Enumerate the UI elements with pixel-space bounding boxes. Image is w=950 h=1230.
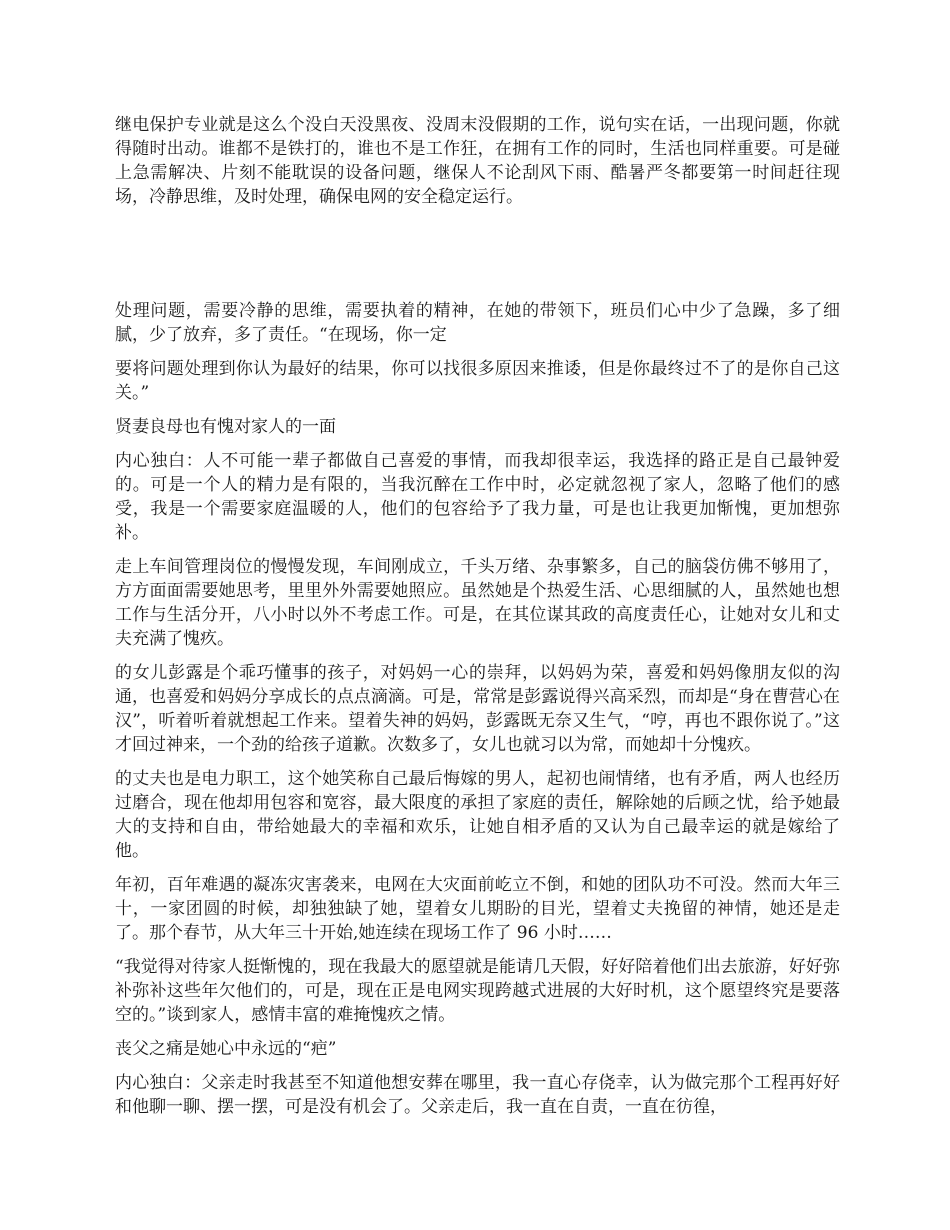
paragraph-monologue-father: 内心独白：父亲走时我甚至不知道他想安葬在哪里，我一直心存侥幸，认为做完那个工程再好好和他聊一聊、摆一摆，可是没有机会了。父亲走后，我一直在自责，一直在彷徨， (115, 1073, 840, 1117)
paragraph-intro: 继电保护专业就是这么个没白天没黑夜、没周末没假期的工作，说句实在话，一出现问题，你就得随时出动。谁都不是铁打的，谁也不是工作狂，在拥有工作的同时，生活也同样重要。可是碰上急需解决、片刻不能耽误的设备问题，继保人不论刮风下雨、酷暑严冬都要第一时间赶往现场，冷静思维，及时处理，确保电网的安全稳定运行。 (115, 115, 840, 207)
paragraph-ice-disaster: 年初，百年难遇的凝冻灾害袭来，电网在大灾面前屹立不倒，和她的团队功不可没。然而大年三十，一家团圆的时候，却独独缺了她，望着女儿期盼的目光，望着丈夫挽留的神情，她还是走了。那个春节，从大年三十开始,她连续在现场工作了 96 小时…… (115, 875, 840, 943)
paragraph-husband: 的丈夫也是电力职工，这个她笑称自己最后悔嫁的男人，起初也闹情绪，也有矛盾，两人也经历过磨合，现在他却用包容和宽容，最大限度的承担了家庭的责任，解除她的后顾之忧，给予她最大的支持和自由，带给她最大的幸福和欢乐，让她自相矛盾的又认为自己最幸运的就是嫁给了他。 (115, 769, 840, 861)
paragraph-quote-continued: 要将问题处理到你认为最好的结果，你可以找很多原因来推诿，但是你最终过不了的是你自己这关。” (115, 359, 840, 403)
paragraph-wish-quote: “我觉得对待家人挺惭愧的，现在我最大的愿望就是能请几天假，好好陪着他们出去旅游，好好弥补弥补这些年欠他们的，可是，现在正是电网实现跨越式进展的大好时机，这个愿望终究是要落空的。”谈到家人，感情丰富的难掩愧疚之情。 (115, 957, 840, 1025)
paragraph-monologue-family: 内心独白：人不可能一辈子都做自己喜爱的事情，而我却很幸运，我选择的路正是自己最钟爱的。可是一个人的精力是有限的，当我沉醉在工作中时，必定就忽视了家人，忽略了他们的感受，我是一个需要家庭温暖的人，他们的包容给予了我力量，可是也让我更加惭愧，更加想弥补。 (115, 451, 840, 543)
paragraph-workshop-management: 走上车间管理岗位的慢慢发现，车间刚成立，千头万绪、杂事繁多，自己的脑袋仿佛不够用了，方方面面需要她思考，里里外外需要她照应。虽然她是个热爱生活、心思细腻的人，虽然她也想工作与生活分开，八小时以外不考虑工作。可是，在其位谋其政的高度责任心，让她对女儿和丈夫充满了愧疚。 (115, 557, 840, 649)
paragraph-daughter: 的女儿彭露是个乖巧懂事的孩子，对妈妈一心的崇拜，以妈妈为荣，喜爱和妈妈像朋友似的沟通，也喜爱和妈妈分享成长的点点滴滴。可是，常常是彭露说得兴高采烈，而却是“身在曹营心在汉”，听着听着就想起工作来。望着失神的妈妈，彭露既无奈又生气，“哼，再也不跟你说了。”这才回过神来，一个劲的给孩子道歉。次数多了，女儿也就习以为常，而她却十分愧疚。 (115, 663, 840, 755)
blank-space (115, 209, 840, 299)
section-heading-father: 丧父之痛是她心中永远的“疤” (115, 1039, 337, 1059)
document-page (115, 113, 840, 1129)
paragraph-problem-solving: 处理问题，需要冷静的思维，需要执着的精神，在她的带领下，班员们心中少了急躁，多了细腻，少了放弃，多了责任。“在现场，你一定 (115, 301, 840, 345)
section-heading-family: 贤妻良母也有愧对家人的一面 (115, 417, 336, 437)
